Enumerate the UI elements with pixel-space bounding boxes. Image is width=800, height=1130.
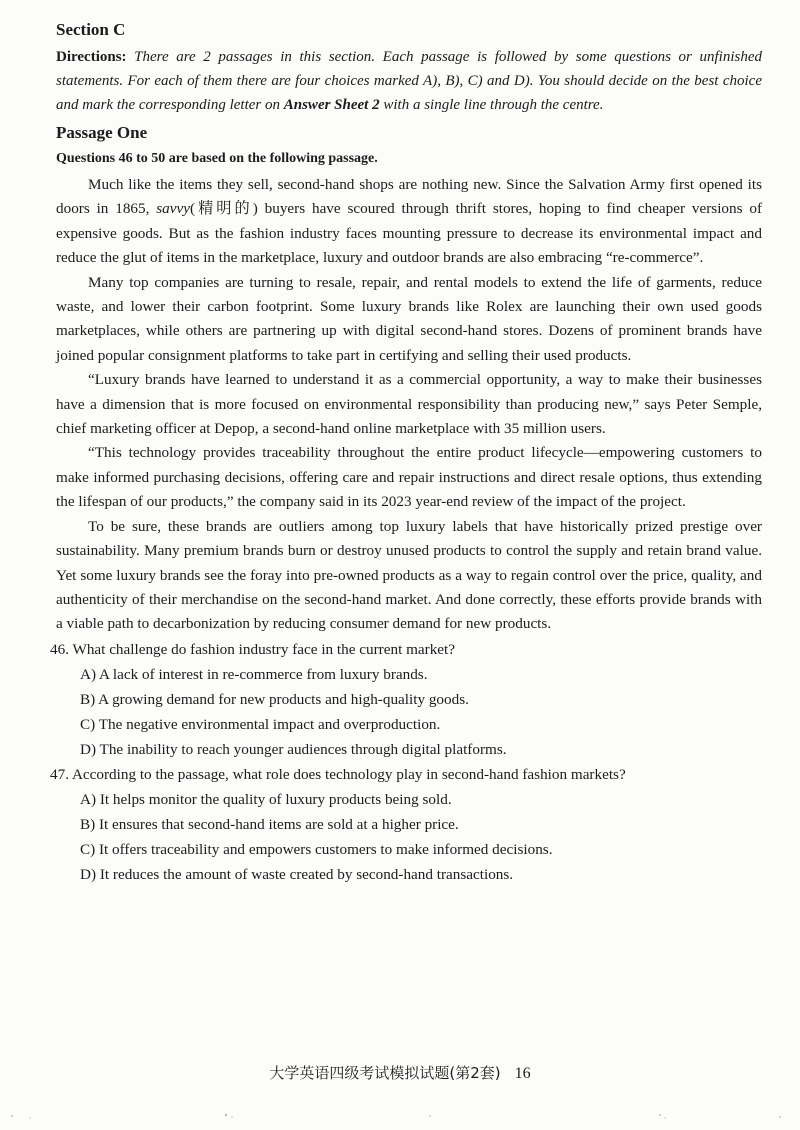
option-c[interactable]: C) The negative environmental impact and overproduction. bbox=[80, 715, 441, 733]
paragraph-3: “Luxury brands have learned to understand it as a commercial opportunity, a way to make their businesses have a dimension that is more focused on environmental responsibility than producing new,” says Peter Semple, chief marketing officer at Depop, a second-hand online marketplace with 35 million users. bbox=[56, 371, 762, 438]
question-47 bbox=[50, 762, 762, 887]
directions-text-2: with a single line through the centre. bbox=[379, 97, 604, 113]
directions-text-1: There are 2 passages in this section. Each passage is followed by some questions or unfinished statements. For each of them there are four choices marked A), B), C) and D). You should decide on the best choice and mark the corresponding letter on bbox=[56, 49, 762, 113]
question-stem: 47. According to the passage, what role does technology play in second-hand fashion markets? bbox=[50, 765, 626, 783]
directions-lead: Directions: bbox=[56, 49, 127, 65]
paragraph-2: Many top companies are turning to resale, repair, and rental models to extend the life of garments, reduce waste, and lower their carbon footprint. Some luxury brands like Rolex are launching their own used goods marketplaces, while others are partnering up with digital second-hand stores. Dozens of prominent brands have joined popular consignment platforms to take part in certifying and selling their used products. bbox=[56, 273, 762, 364]
page-number: 16 bbox=[514, 1065, 531, 1082]
directions-answer-sheet: Answer Sheet 2 bbox=[283, 97, 380, 113]
section-title: Section C bbox=[56, 20, 126, 39]
paragraph-4: “This technology provides traceability throughout the entire product lifecycle—empowering customers to make informed purchasing decisions, offering care and repair instructions and direct resale options, thus extending the lifespan of our products,” the company said in its 2023 year-end review of the impact of the project. bbox=[56, 444, 762, 511]
questions-list bbox=[50, 637, 762, 887]
paragraph-1-b: (精明的) buyers have scoured through thrift stores, hoping to find cheaper versions of expensive goods. But as the fashion industry faces mounting pressure to decrease its environmental impact and reduce the glut of items in the marketplace, luxury and outdoor brands are also embracing “re-commerce”. bbox=[56, 200, 763, 267]
option-d[interactable]: D) It reduces the amount of waste created by second-hand transactions. bbox=[80, 865, 514, 883]
directions bbox=[56, 45, 762, 117]
question-46 bbox=[50, 637, 762, 762]
question-stem: 46. What challenge do fashion industry face in the current market? bbox=[50, 640, 455, 658]
option-d[interactable]: D) The inability to reach younger audiences through digital platforms. bbox=[80, 740, 507, 758]
paragraph-1-a: Much like the items they sell, second-hand shops are nothing new. Since the Salvation Army first opened its doors in 1865, bbox=[56, 176, 762, 218]
option-b[interactable]: B) A growing demand for new products and high-quality goods. bbox=[80, 690, 469, 708]
paragraph-5: To be sure, these brands are outliers among top luxury labels that have historically prized prestige over sustainability. Many premium brands burn or destroy unused products to control the supply and retain brand value. Yet some luxury brands see the foray into pre-owned products as a way to regain control over the price, quality, and authenticity of their merchandise on the second-hand market. And done correctly, these efforts provide brands with a viable path to decarbonization by reducing consumer demand for new products. bbox=[56, 517, 762, 633]
questions-note: Questions 46 to 50 are based on the following passage. bbox=[56, 151, 378, 166]
option-a[interactable]: A) A lack of interest in re-commerce from luxury brands. bbox=[80, 665, 428, 683]
option-c[interactable]: C) It offers traceability and empowers customers to make informed decisions. bbox=[80, 840, 553, 858]
savvy-word: savvy bbox=[156, 200, 190, 218]
footer-title: 大学英语四级考试模拟试题(第2套) bbox=[269, 1064, 501, 1082]
paragraph-1 bbox=[56, 173, 762, 271]
passage-title: Passage One bbox=[56, 123, 148, 142]
option-b[interactable]: B) It ensures that second-hand items are sold at a higher price. bbox=[80, 815, 459, 833]
exam-page bbox=[50, 18, 763, 887]
page-footer bbox=[0, 1062, 800, 1083]
option-a[interactable]: A) It helps monitor the quality of luxury products being sold. bbox=[80, 790, 452, 808]
scan-noise bbox=[0, 1112, 800, 1122]
